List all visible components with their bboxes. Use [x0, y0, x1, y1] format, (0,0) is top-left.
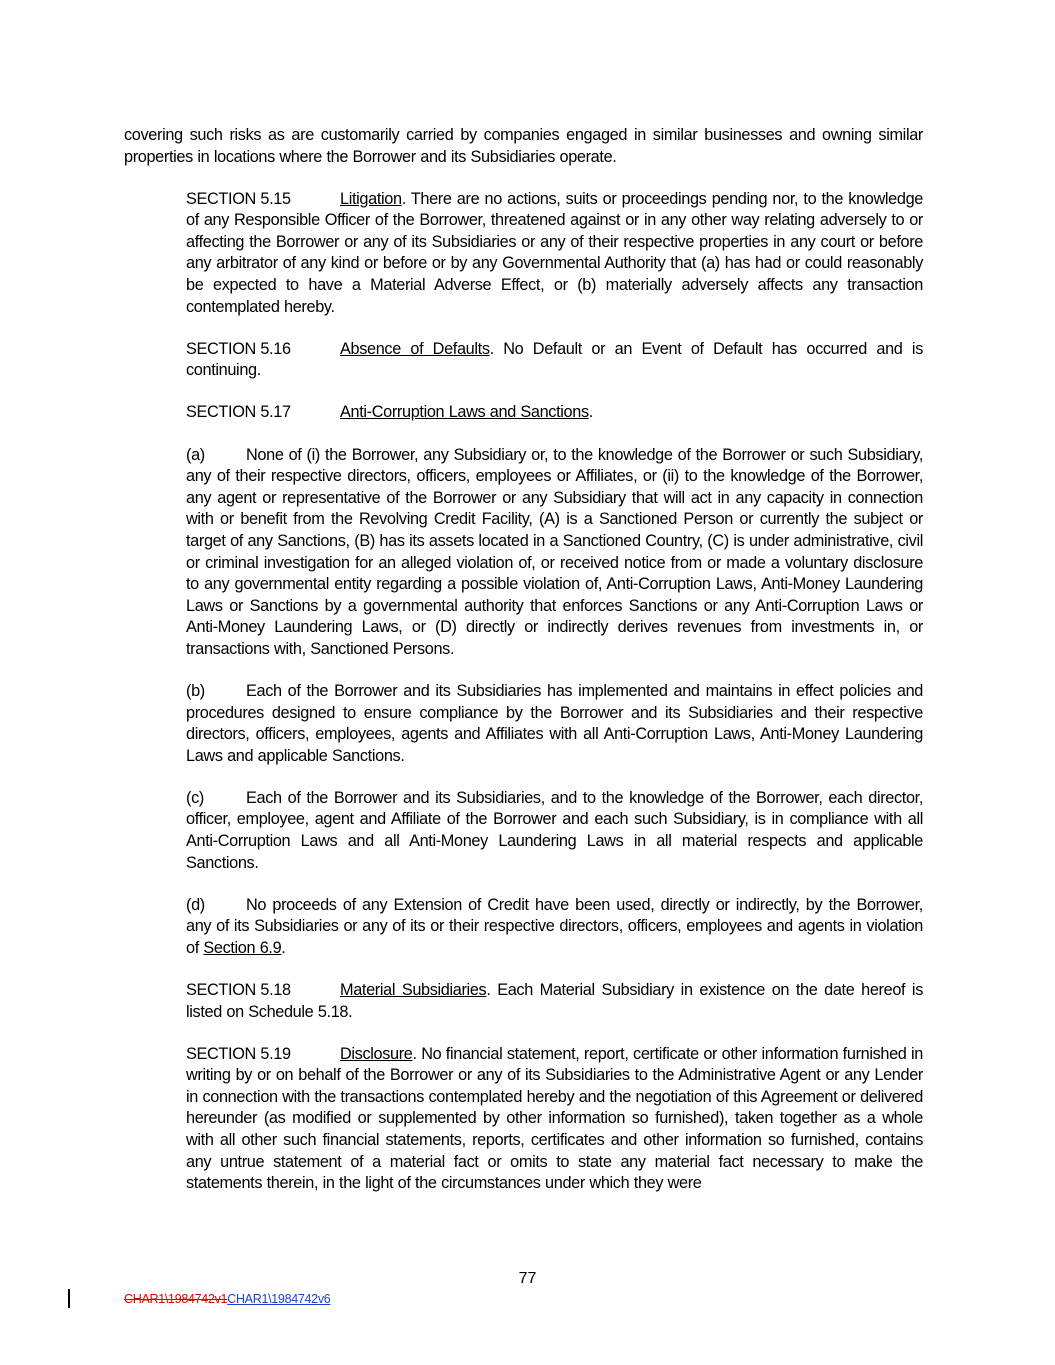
section-title: Anti-Corruption Laws and Sanctions [340, 403, 589, 422]
section-title: Material Subsidiaries [340, 981, 487, 999]
section-body: . No Default or an Event of Default has occurred and is continuing. [186, 339, 923, 380]
subsection-b [124, 681, 923, 767]
section-number: SECTION 5.15 [186, 189, 291, 208]
subsection-d [124, 895, 923, 960]
section-reference-link[interactable]: Section 6.9 [203, 938, 282, 957]
subsection-text: No proceeds of any Extension of Credit have been used, directly or indirectly, by the Borrower, any of its Subsidiaries or any of its or their respective directors, officers, employees and agents in violation of [186, 895, 923, 957]
section-5-16 [124, 339, 923, 382]
inserted-document-id: CHAR1\1984742v6 [227, 1292, 331, 1306]
section-number: SECTION 5.19 [186, 1044, 291, 1063]
section-5-17 [124, 402, 923, 424]
document-id-footer [124, 1292, 330, 1306]
section-5-19 [124, 1044, 923, 1195]
document-page [124, 125, 923, 1215]
subsection-c [124, 788, 923, 874]
subsection-a [124, 445, 923, 661]
deleted-document-id: CHAR1\1984742v1 [124, 1292, 228, 1306]
subsection-label: (a) [186, 445, 205, 464]
subsection-label: (c) [186, 788, 204, 807]
section-body: . Each Material Subsidiary in existence on the date hereof is listed on Schedule 5.18. [186, 981, 923, 1021]
subsection-text: None of (i) the Borrower, any Subsidiary or, to the knowledge of the Borrower or such Subsidiary, any of their respective directors, officers, employees or Affiliates, or (ii) to the knowledge of the Borrower, any agent or representative of the Borrower or any Subsidiary that will act in any capacity in connection with or benefit from the Revolving Credit Facility, (A) is a Sanctioned Person or currently the subject or target of any Sanctions, (B) has its assets located in a Sanctioned Country, (C) is under administrative, civil or criminal investigation for an alleged violation of, or received notice from or made a voluntary disclosure to any governmental entity regarding a possible violation of, Anti-Corruption Laws, Anti-Money Laundering Laws or Sanctions by a governmental authority that enforces Sanctions or any Anti-Corruption Laws or Anti-Money Laundering Laws, or (D) directly or indirectly derives revenues from investments in, or transactions with, Sanctioned Persons. [186, 445, 923, 658]
section-number: SECTION 5.16 [186, 339, 291, 358]
subsection-text: Each of the Borrower and its Subsidiaries has implemented and maintains in effect policies and procedures designed to ensure compliance by the Borrower and its Subsidiaries and their respective directors, officers, employees, agents and Affiliates with all Anti-Corruption Laws, Anti-Money Laundering Laws and applicable Sanctions. [186, 681, 923, 765]
subsection-label: (d) [186, 895, 205, 914]
section-number: SECTION 5.17 [186, 403, 291, 422]
section-body: . No financial statement, report, certificate or other information furnished in writing by or on behalf of the Borrower or any of its Subsidiaries to the Administrative Agent or any Lender in connection with the transactions contemplated hereby and the negotiation of this Agreement or delivered hereunder (as modified or supplemented by other information so furnished), taken together as a whole with all other such financial statements, reports, certificates and other information so furnished, contains any untrue statement of a material fact or omits to state any material fact necessary to make the statements therein, in the light of the circumstances under which they were [186, 1044, 923, 1193]
paragraph-continuation [124, 125, 923, 168]
section-5-18 [124, 980, 923, 1023]
subsection-label: (b) [186, 681, 205, 700]
section-title: Litigation [340, 189, 402, 208]
section-title: Absence of Defaults [340, 339, 490, 358]
section-body: . There are no actions, suits or proceedings pending nor, to the knowledge of any Responsible Officer of the Borrower, threatened against or in any other way relating adversely to or affecting the Borrower or any of its Subsidiaries or any of their respective properties in any court or before any arbitrator of any kind or before or by any Governmental Authority that (a) has had or could reasonably be expected to have a Material Adverse Effect, or (b) materially adversely affects any transaction contemplated hereby. [186, 189, 923, 316]
paragraph-text: covering such risks as are customarily carried by companies engaged in similar businesses and owning similar properties in locations where the Borrower and its Subsidiaries operate. [124, 126, 923, 166]
subsection-end: . [281, 938, 286, 957]
section-5-15 [124, 189, 923, 319]
revision-change-bar [68, 1289, 70, 1308]
section-number: SECTION 5.18 [186, 981, 291, 999]
subsection-text: Each of the Borrower and its Subsidiaries, and to the knowledge of the Borrower, each director, officer, employee, agent and Affiliate of the Borrower and each such Subsidiary, is in compliance with all Anti-Corruption Laws and all Anti-Money Laundering Laws in all material respects and applicable Sanctions. [186, 788, 923, 872]
section-body: . [588, 403, 593, 422]
page-number: 77 [518, 1270, 537, 1287]
section-title: Disclosure [340, 1044, 413, 1063]
